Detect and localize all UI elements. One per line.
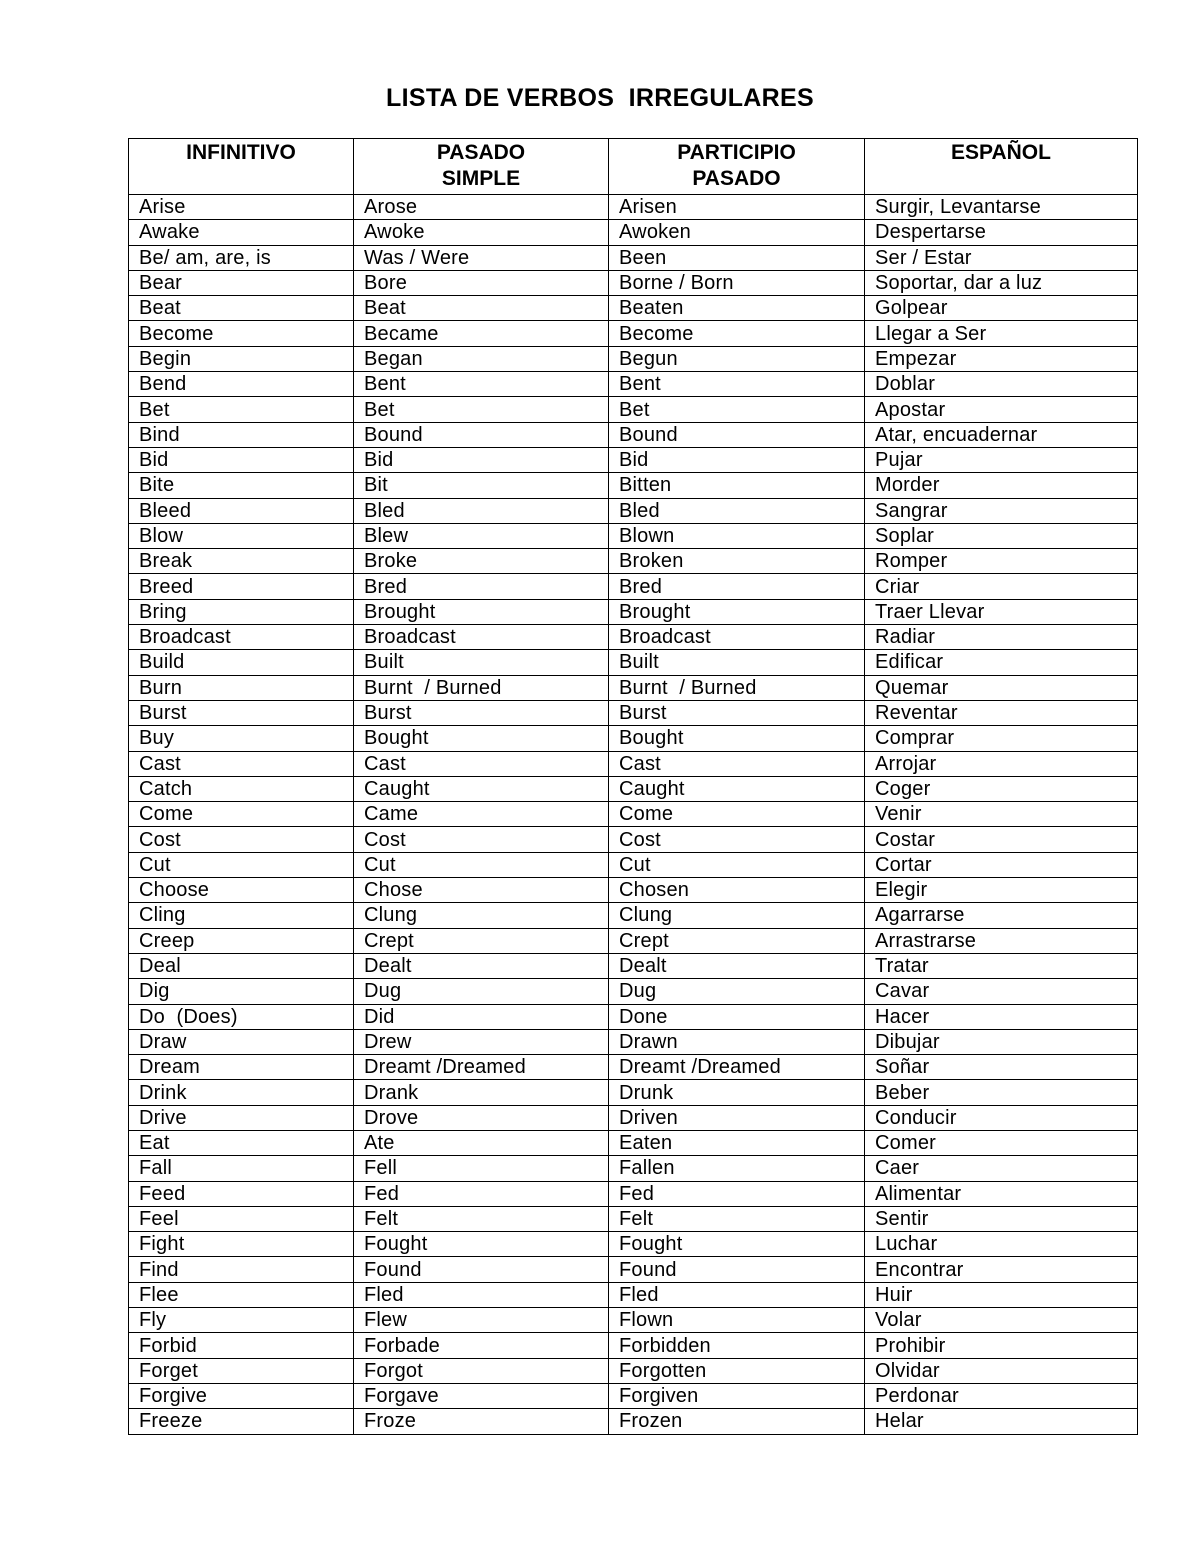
table-row (129, 928, 1138, 953)
table-row (129, 979, 1138, 1004)
participio-cell: Bound (609, 422, 865, 447)
espanol-cell: Pujar (865, 447, 1138, 472)
espanol-cell: Llegar a Ser (865, 321, 1138, 346)
participio-cell: Bent (609, 372, 865, 397)
infinitivo-cell: Forget (129, 1358, 354, 1383)
pasado-simple-cell: Cast (354, 751, 609, 776)
espanol-cell: Golpear (865, 296, 1138, 321)
table-row (129, 1055, 1138, 1080)
pasado-simple-cell: Bet (354, 397, 609, 422)
pasado-simple-cell: Did (354, 1004, 609, 1029)
infinitivo-cell: Freeze (129, 1409, 354, 1434)
infinitivo-cell: Bend (129, 372, 354, 397)
pasado-simple-cell: Cost (354, 827, 609, 852)
header-row (129, 139, 1138, 195)
infinitivo-cell: Flee (129, 1282, 354, 1307)
participio-cell: Found (609, 1257, 865, 1282)
table-row (129, 1130, 1138, 1155)
table-row (129, 852, 1138, 877)
table-row (129, 1105, 1138, 1130)
pasado-simple-cell: Broadcast (354, 625, 609, 650)
espanol-cell: Ser / Estar (865, 245, 1138, 270)
table-row (129, 1333, 1138, 1358)
infinitivo-cell: Draw (129, 1029, 354, 1054)
participio-cell: Drunk (609, 1080, 865, 1105)
espanol-cell: Huir (865, 1282, 1138, 1307)
infinitivo-cell: Forbid (129, 1333, 354, 1358)
infinitivo-cell: Find (129, 1257, 354, 1282)
espanol-cell: Perdonar (865, 1383, 1138, 1408)
infinitivo-cell: Bleed (129, 498, 354, 523)
infinitivo-cell: Feed (129, 1181, 354, 1206)
pasado-simple-cell: Forgot (354, 1358, 609, 1383)
participio-cell: Forgotten (609, 1358, 865, 1383)
infinitivo-cell: Build (129, 650, 354, 675)
pasado-simple-cell: Built (354, 650, 609, 675)
espanol-cell: Costar (865, 827, 1138, 852)
column-header-pasado-simple: PASADO SIMPLE (354, 139, 609, 195)
infinitivo-cell: Arise (129, 195, 354, 220)
participio-cell: Fought (609, 1232, 865, 1257)
espanol-cell: Apostar (865, 397, 1138, 422)
infinitivo-cell: Do (Does) (129, 1004, 354, 1029)
pasado-simple-cell: Burst (354, 700, 609, 725)
infinitivo-cell: Bear (129, 270, 354, 295)
infinitivo-cell: Fly (129, 1308, 354, 1333)
espanol-cell: Cavar (865, 979, 1138, 1004)
table-row (129, 903, 1138, 928)
espanol-cell: Dibujar (865, 1029, 1138, 1054)
pasado-simple-cell: Broke (354, 549, 609, 574)
espanol-cell: Sangrar (865, 498, 1138, 523)
espanol-cell: Volar (865, 1308, 1138, 1333)
infinitivo-cell: Become (129, 321, 354, 346)
pasado-simple-cell: Began (354, 346, 609, 371)
espanol-cell: Comprar (865, 726, 1138, 751)
pasado-simple-cell: Fed (354, 1181, 609, 1206)
pasado-simple-cell: Bid (354, 447, 609, 472)
participio-cell: Been (609, 245, 865, 270)
pasado-simple-cell: Became (354, 321, 609, 346)
table-row (129, 802, 1138, 827)
espanol-cell: Alimentar (865, 1181, 1138, 1206)
table-row (129, 1409, 1138, 1434)
table-row (129, 625, 1138, 650)
table-row (129, 523, 1138, 548)
table-row (129, 1004, 1138, 1029)
espanol-cell: Beber (865, 1080, 1138, 1105)
espanol-cell: Venir (865, 802, 1138, 827)
participio-cell: Bought (609, 726, 865, 751)
espanol-cell: Soñar (865, 1055, 1138, 1080)
espanol-cell: Reventar (865, 700, 1138, 725)
table-row (129, 1232, 1138, 1257)
pasado-simple-cell: Forgave (354, 1383, 609, 1408)
participio-cell: Borne / Born (609, 270, 865, 295)
espanol-cell: Encontrar (865, 1257, 1138, 1282)
infinitivo-cell: Eat (129, 1130, 354, 1155)
table-row (129, 953, 1138, 978)
pasado-simple-cell: Drew (354, 1029, 609, 1054)
participio-cell: Fallen (609, 1156, 865, 1181)
table-row (129, 1383, 1138, 1408)
espanol-cell: Tratar (865, 953, 1138, 978)
participio-cell: Bitten (609, 473, 865, 498)
infinitivo-cell: Bid (129, 447, 354, 472)
participio-cell: Bet (609, 397, 865, 422)
table-row (129, 321, 1138, 346)
pasado-simple-cell: Bound (354, 422, 609, 447)
pasado-simple-cell: Dreamt /Dreamed (354, 1055, 609, 1080)
espanol-cell: Quemar (865, 675, 1138, 700)
espanol-cell: Morder (865, 473, 1138, 498)
espanol-cell: Agarrarse (865, 903, 1138, 928)
espanol-cell: Prohibir (865, 1333, 1138, 1358)
column-header-espanol: ESPAÑOL (865, 139, 1138, 195)
infinitivo-cell: Be/ am, are, is (129, 245, 354, 270)
participio-cell: Begun (609, 346, 865, 371)
table-row (129, 574, 1138, 599)
participio-cell: Drawn (609, 1029, 865, 1054)
infinitivo-cell: Dream (129, 1055, 354, 1080)
infinitivo-cell: Awake (129, 220, 354, 245)
infinitivo-cell: Feel (129, 1206, 354, 1231)
infinitivo-cell: Deal (129, 953, 354, 978)
participio-cell: Broken (609, 549, 865, 574)
table-row (129, 700, 1138, 725)
pasado-simple-cell: Dealt (354, 953, 609, 978)
pasado-simple-cell: Ate (354, 1130, 609, 1155)
pasado-simple-cell: Drank (354, 1080, 609, 1105)
pasado-simple-cell: Fell (354, 1156, 609, 1181)
infinitivo-cell: Cut (129, 852, 354, 877)
table-row (129, 346, 1138, 371)
espanol-cell: Surgir, Levantarse (865, 195, 1138, 220)
infinitivo-cell: Drink (129, 1080, 354, 1105)
espanol-cell: Comer (865, 1130, 1138, 1155)
pasado-simple-cell: Came (354, 802, 609, 827)
table-row (129, 1308, 1138, 1333)
participio-cell: Broadcast (609, 625, 865, 650)
infinitivo-cell: Breed (129, 574, 354, 599)
table-row (129, 1029, 1138, 1054)
participio-cell: Fled (609, 1282, 865, 1307)
participio-cell: Dug (609, 979, 865, 1004)
verbs-table (128, 138, 1138, 1435)
infinitivo-cell: Drive (129, 1105, 354, 1130)
table-row (129, 878, 1138, 903)
espanol-cell: Traer Llevar (865, 599, 1138, 624)
participio-cell: Driven (609, 1105, 865, 1130)
espanol-cell: Cortar (865, 852, 1138, 877)
table-row (129, 726, 1138, 751)
pasado-simple-cell: Forbade (354, 1333, 609, 1358)
participio-cell: Burnt / Burned (609, 675, 865, 700)
pasado-simple-cell: Clung (354, 903, 609, 928)
espanol-cell: Empezar (865, 346, 1138, 371)
participio-cell: Fed (609, 1181, 865, 1206)
infinitivo-cell: Bet (129, 397, 354, 422)
infinitivo-cell: Catch (129, 776, 354, 801)
table-row (129, 397, 1138, 422)
participio-cell: Forbidden (609, 1333, 865, 1358)
infinitivo-cell: Choose (129, 878, 354, 903)
table-row (129, 1282, 1138, 1307)
participio-cell: Clung (609, 903, 865, 928)
table-row (129, 1358, 1138, 1383)
table-row (129, 1206, 1138, 1231)
table-body (129, 195, 1138, 1435)
infinitivo-cell: Creep (129, 928, 354, 953)
espanol-cell: Edificar (865, 650, 1138, 675)
table-row (129, 1181, 1138, 1206)
infinitivo-cell: Beat (129, 296, 354, 321)
column-header-infinitivo: INFINITIVO (129, 139, 354, 195)
espanol-cell: Caer (865, 1156, 1138, 1181)
pasado-simple-cell: Bore (354, 270, 609, 295)
participio-cell: Crept (609, 928, 865, 953)
participio-cell: Burst (609, 700, 865, 725)
participio-cell: Beaten (609, 296, 865, 321)
infinitivo-cell: Fall (129, 1156, 354, 1181)
infinitivo-cell: Buy (129, 726, 354, 751)
page-title: LISTA DE VERBOS IRREGULARES (386, 84, 814, 112)
participio-cell: Cut (609, 852, 865, 877)
table-row (129, 372, 1138, 397)
espanol-cell: Doblar (865, 372, 1138, 397)
espanol-cell: Criar (865, 574, 1138, 599)
espanol-cell: Hacer (865, 1004, 1138, 1029)
pasado-simple-cell: Chose (354, 878, 609, 903)
infinitivo-cell: Come (129, 802, 354, 827)
participio-cell: Dreamt /Dreamed (609, 1055, 865, 1080)
participio-cell: Caught (609, 776, 865, 801)
pasado-simple-cell: Felt (354, 1206, 609, 1231)
table-row (129, 422, 1138, 447)
table-row (129, 245, 1138, 270)
pasado-simple-cell: Found (354, 1257, 609, 1282)
pasado-simple-cell: Froze (354, 1409, 609, 1434)
infinitivo-cell: Cast (129, 751, 354, 776)
participio-cell: Built (609, 650, 865, 675)
espanol-cell: Arrastrarse (865, 928, 1138, 953)
pasado-simple-cell: Dug (354, 979, 609, 1004)
pasado-simple-cell: Bit (354, 473, 609, 498)
pasado-simple-cell: Brought (354, 599, 609, 624)
pasado-simple-cell: Burnt / Burned (354, 675, 609, 700)
table-row (129, 1257, 1138, 1282)
table-row (129, 751, 1138, 776)
espanol-cell: Atar, encuadernar (865, 422, 1138, 447)
participio-cell: Come (609, 802, 865, 827)
espanol-cell: Olvidar (865, 1358, 1138, 1383)
pasado-simple-cell: Bent (354, 372, 609, 397)
participio-cell: Chosen (609, 878, 865, 903)
infinitivo-cell: Blow (129, 523, 354, 548)
table-row (129, 1080, 1138, 1105)
infinitivo-cell: Begin (129, 346, 354, 371)
participio-cell: Arisen (609, 195, 865, 220)
pasado-simple-cell: Beat (354, 296, 609, 321)
infinitivo-cell: Forgive (129, 1383, 354, 1408)
pasado-simple-cell: Was / Were (354, 245, 609, 270)
table-row (129, 776, 1138, 801)
participio-cell: Awoken (609, 220, 865, 245)
pasado-simple-cell: Fled (354, 1282, 609, 1307)
pasado-simple-cell: Awoke (354, 220, 609, 245)
participio-cell: Brought (609, 599, 865, 624)
table-row (129, 296, 1138, 321)
infinitivo-cell: Cling (129, 903, 354, 928)
espanol-cell: Luchar (865, 1232, 1138, 1257)
participio-cell: Blown (609, 523, 865, 548)
espanol-cell: Soplar (865, 523, 1138, 548)
table-row (129, 270, 1138, 295)
pasado-simple-cell: Drove (354, 1105, 609, 1130)
espanol-cell: Radiar (865, 625, 1138, 650)
infinitivo-cell: Dig (129, 979, 354, 1004)
infinitivo-cell: Broadcast (129, 625, 354, 650)
participio-cell: Bred (609, 574, 865, 599)
participio-cell: Eaten (609, 1130, 865, 1155)
pasado-simple-cell: Arose (354, 195, 609, 220)
espanol-cell: Sentir (865, 1206, 1138, 1231)
pasado-simple-cell: Caught (354, 776, 609, 801)
espanol-cell: Arrojar (865, 751, 1138, 776)
espanol-cell: Elegir (865, 878, 1138, 903)
pasado-simple-cell: Fought (354, 1232, 609, 1257)
participio-cell: Flown (609, 1308, 865, 1333)
table-row (129, 473, 1138, 498)
table-row (129, 650, 1138, 675)
pasado-simple-cell: Bled (354, 498, 609, 523)
participio-cell: Cast (609, 751, 865, 776)
espanol-cell: Romper (865, 549, 1138, 574)
espanol-cell: Coger (865, 776, 1138, 801)
participio-cell: Felt (609, 1206, 865, 1231)
infinitivo-cell: Break (129, 549, 354, 574)
infinitivo-cell: Burst (129, 700, 354, 725)
participio-cell: Become (609, 321, 865, 346)
infinitivo-cell: Burn (129, 675, 354, 700)
pasado-simple-cell: Cut (354, 852, 609, 877)
table-row (129, 599, 1138, 624)
table-row (129, 220, 1138, 245)
espanol-cell: Conducir (865, 1105, 1138, 1130)
infinitivo-cell: Cost (129, 827, 354, 852)
table-row (129, 1156, 1138, 1181)
participio-cell: Bled (609, 498, 865, 523)
table-row (129, 498, 1138, 523)
participio-cell: Dealt (609, 953, 865, 978)
column-header-participio-pasado: PARTICIPIO PASADO (609, 139, 865, 195)
pasado-simple-cell: Flew (354, 1308, 609, 1333)
table-row (129, 827, 1138, 852)
participio-cell: Frozen (609, 1409, 865, 1434)
infinitivo-cell: Bind (129, 422, 354, 447)
espanol-cell: Soportar, dar a luz (865, 270, 1138, 295)
table-row (129, 447, 1138, 472)
infinitivo-cell: Bite (129, 473, 354, 498)
pasado-simple-cell: Bought (354, 726, 609, 751)
espanol-cell: Despertarse (865, 220, 1138, 245)
participio-cell: Bid (609, 447, 865, 472)
participio-cell: Done (609, 1004, 865, 1029)
pasado-simple-cell: Bred (354, 574, 609, 599)
pasado-simple-cell: Blew (354, 523, 609, 548)
infinitivo-cell: Bring (129, 599, 354, 624)
pasado-simple-cell: Crept (354, 928, 609, 953)
table-row (129, 195, 1138, 220)
participio-cell: Forgiven (609, 1383, 865, 1408)
table-row (129, 675, 1138, 700)
participio-cell: Cost (609, 827, 865, 852)
espanol-cell: Helar (865, 1409, 1138, 1434)
infinitivo-cell: Fight (129, 1232, 354, 1257)
table-row (129, 549, 1138, 574)
